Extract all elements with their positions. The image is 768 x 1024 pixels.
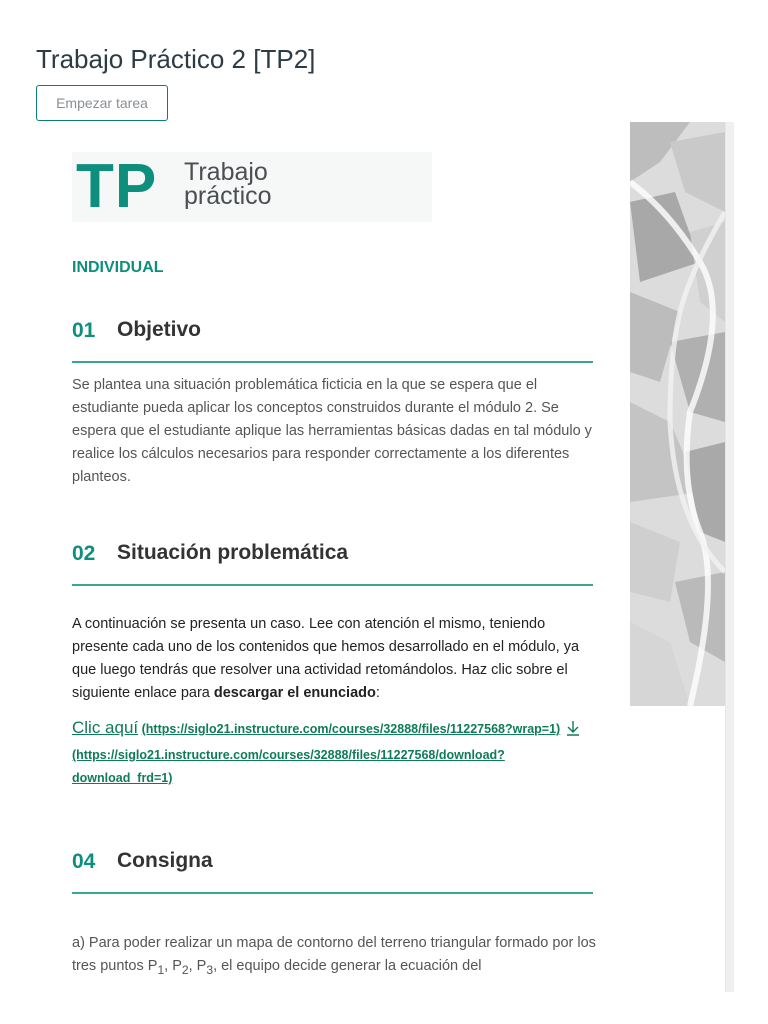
decorative-side-image	[630, 122, 725, 706]
subscript-2: 2	[181, 962, 189, 977]
tp-logo-text	[184, 160, 272, 208]
situacion-text-bold: descargar el enunciado	[213, 685, 376, 701]
start-task-button[interactable]: Empezar tarea	[36, 85, 168, 121]
section-consigna-header	[72, 850, 593, 890]
tp-logo-line2: práctico	[184, 182, 272, 210]
section-number: 01	[72, 319, 96, 342]
download-links	[72, 716, 592, 790]
individual-tag: INDIVIDUAL	[72, 259, 164, 276]
section-title: Situación problemática	[117, 541, 349, 564]
consigna-sep2: , P	[188, 958, 207, 974]
clic-aqui-link[interactable]: Clic aquí	[72, 718, 139, 737]
section-objetivo-text: Se plantea una situación problemática ficticia en la que se espera que el estudiante pueda aplicar los conceptos construidos durante el módulo 2. Se espera que el estudiante aplique las herramientas básicas dadas en tal módulo y realice los cálculos necesarios para responder correctamente a los diferentes planteos.	[72, 377, 592, 485]
section-number: 04	[72, 850, 96, 873]
section-consigna-text	[72, 932, 602, 982]
scrollbar[interactable]	[725, 122, 734, 992]
situacion-text-end: :	[375, 685, 380, 701]
subscript-3: 3	[206, 962, 214, 977]
subscript-1: 1	[157, 962, 165, 977]
section-divider	[72, 361, 593, 363]
consigna-text-main: a) Para poder realizar un mapa de contorno del terreno triangular formado por los tres puntos P	[72, 935, 596, 974]
section-situacion-text	[72, 613, 602, 705]
section-number: 02	[72, 542, 96, 565]
section-title: Objetivo	[117, 318, 202, 341]
tp-logo-mark: TP	[76, 152, 158, 221]
situacion-text-main: A continuación se presenta un caso. Lee con atención el mismo, teniendo presente cada uno de los contenidos que hemos desarrollado en el módulo, ya que luego tendrás que resolver una actividad retomándolos. Haz clic sobre el siguiente enlace para	[72, 616, 580, 701]
section-divider	[72, 584, 593, 586]
file-preview-link[interactable]: (https://siglo21.instructure.com/courses/32888/files/11227568?wrap=1)	[141, 722, 561, 736]
section-title: Consigna	[117, 849, 213, 872]
consigna-text-end: , el equipo decide generar la ecuación del	[213, 958, 482, 974]
section-divider	[72, 892, 593, 894]
tp-banner	[72, 152, 432, 222]
download-icon[interactable]	[566, 720, 580, 744]
file-download-link[interactable]: (https://siglo21.instructure.com/courses/32888/files/11227568/download?download_frd=1)	[72, 748, 505, 785]
page-title: Trabajo Práctico 2 [TP2]	[36, 44, 316, 74]
consigna-sep1: , P	[164, 958, 182, 974]
section-situacion-header	[72, 542, 593, 582]
tp-logo-line1: Trabajo	[184, 158, 268, 186]
section-objetivo-header	[72, 319, 593, 359]
